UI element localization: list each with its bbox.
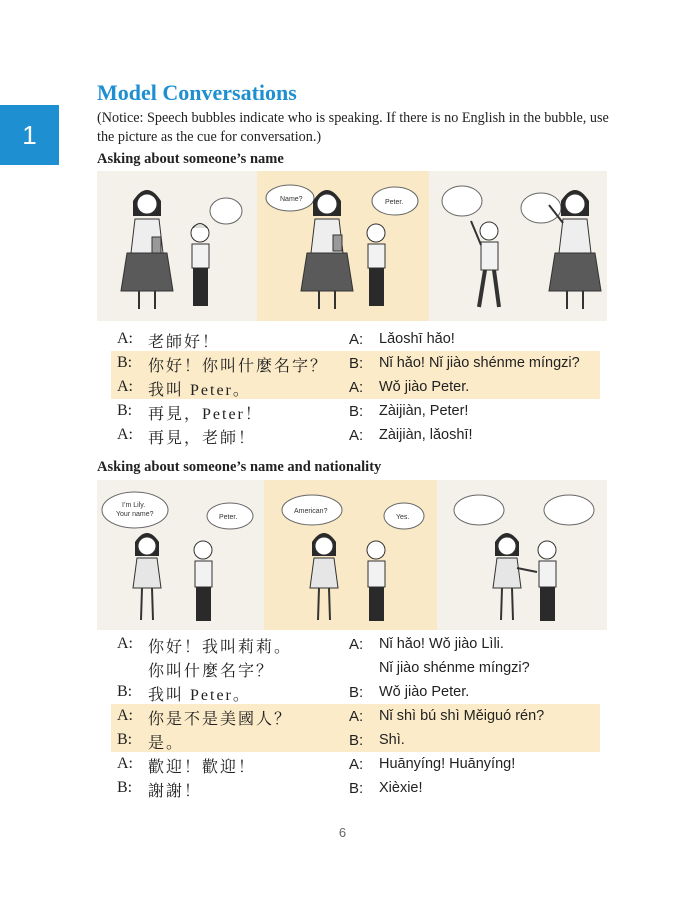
chinese-text: 我叫 Peter。	[148, 382, 251, 399]
pinyin-text: Huānyíng! Huānyíng!	[379, 756, 516, 772]
pinyin-text: Xièxie!	[379, 780, 423, 796]
speaker-label: B:	[117, 683, 133, 700]
speaker-label: B:	[349, 355, 364, 372]
empty-speech-bubble	[210, 198, 242, 224]
page-number: 6	[338, 825, 347, 840]
chinese-text: 歡迎！歡迎！	[148, 759, 257, 776]
chinese-text: 再見，Peter！	[148, 406, 263, 423]
boy-waving-figure	[471, 221, 499, 307]
speech-bubble-lily	[102, 492, 168, 528]
speaker-label: A:	[117, 330, 133, 347]
dialogue-line	[111, 399, 600, 423]
speaker-label: B:	[349, 403, 364, 420]
page-title: Model Conversations	[97, 80, 297, 105]
dialogue-line	[111, 351, 600, 375]
dialogue-line	[111, 728, 600, 752]
speaker-label: A:	[117, 707, 133, 724]
pinyin-text: Nǐ hǎo! Wǒ jiào Lìli.	[379, 636, 504, 652]
illustration-panel-1	[97, 171, 257, 321]
chinese-text: 我叫 Peter。	[148, 687, 251, 704]
speaker-label: B:	[117, 731, 133, 748]
speaker-label: A:	[117, 426, 133, 443]
welcome-handshake-illustration	[437, 480, 607, 628]
speaker-label: A:	[349, 756, 364, 773]
name-question-illustration	[257, 171, 429, 321]
dialogue-line	[111, 632, 600, 656]
dialogue-line	[111, 327, 600, 351]
dialogue-line	[111, 776, 600, 800]
illustration-panel-2	[257, 171, 429, 321]
empty-speech-bubble	[521, 193, 561, 223]
speaker-label: B:	[117, 779, 133, 796]
pinyin-text: Zàijiàn, lǎoshī!	[379, 427, 473, 443]
pinyin-text: Wǒ jiào Peter.	[379, 379, 470, 395]
illustration-panel-5	[264, 480, 437, 630]
section2-illustrations	[97, 480, 607, 630]
empty-speech-bubble	[544, 495, 594, 525]
boy-figure	[367, 541, 385, 621]
chinese-text: 是。	[148, 735, 185, 752]
speaker-label: A:	[117, 635, 133, 652]
dialogue-line	[111, 680, 600, 704]
chapter-tab: 1	[0, 105, 59, 165]
lily-figure	[493, 533, 521, 620]
bubble-lily-line2: Your name?	[116, 511, 154, 518]
speaker-label: A:	[117, 755, 133, 772]
dialogue-line	[111, 752, 600, 776]
dialogue-line	[111, 656, 600, 680]
bubble-peter: Peter.	[219, 514, 238, 521]
nationality-question-illustration	[264, 480, 437, 628]
speaker-label: B:	[349, 684, 364, 701]
notice-text: (Notice: Speech bubbles indicate who is speaking. If there is no English in the bubble, use the picture as the cue for conversation.)	[97, 110, 609, 145]
dialogue-line	[111, 423, 600, 447]
chinese-text: 老師好！	[148, 334, 221, 351]
teacher-figure	[121, 190, 173, 309]
bubble-peter: Peter.	[385, 199, 404, 206]
speaker-label: A:	[349, 331, 364, 348]
chinese-text: 你是不是美國人？	[148, 711, 293, 728]
teacher-greeting-illustration	[97, 171, 257, 321]
speaker-label: A:	[349, 427, 364, 444]
pinyin-text: Zàijiàn, Peter!	[379, 403, 469, 419]
handshake	[517, 568, 537, 572]
section1-heading: Asking about someone’s name	[97, 151, 284, 167]
bubble-name: Name?	[280, 196, 303, 203]
boy-figure	[194, 541, 212, 621]
chinese-text: 你好！你叫什麼名字？	[148, 358, 329, 375]
bubble-lily-line1: I’m Lily.	[122, 502, 146, 509]
dialogue-line	[111, 375, 600, 399]
pinyin-text: Lǎoshī hǎo!	[379, 331, 455, 347]
speaker-label: A:	[349, 708, 364, 725]
chinese-text: 你叫什麼名字？	[148, 663, 275, 680]
bubble-american: American?	[294, 508, 328, 515]
chinese-text: 你好！我叫莉莉。	[148, 639, 293, 656]
speaker-label: A:	[349, 379, 364, 396]
boy-figure	[367, 224, 385, 306]
pinyin-text: Shì.	[379, 732, 405, 748]
section2-dialogue	[111, 632, 600, 800]
chinese-text: 再見，老師！	[148, 430, 257, 447]
section1-illustrations	[97, 171, 607, 321]
speaker-label: B:	[349, 732, 364, 749]
lily-introduction-illustration	[97, 480, 264, 628]
speaker-label: A:	[117, 378, 133, 395]
illustration-panel-6	[437, 480, 607, 630]
section2-heading: Asking about someone’s name and nationality	[97, 459, 382, 475]
lily-figure	[133, 533, 161, 620]
bubble-yes: Yes.	[396, 514, 410, 521]
speaker-label: B:	[117, 402, 133, 419]
pinyin-text: Nǐ hǎo! Nǐ jiào shénme míngzi?	[379, 355, 580, 371]
pinyin-text: Wǒ jiào Peter.	[379, 684, 470, 700]
pinyin-text: Nǐ shì bú shì Měiguó rén?	[379, 708, 545, 724]
illustration-panel-3	[429, 171, 607, 321]
boy-figure	[538, 541, 556, 621]
lily-figure	[310, 533, 338, 620]
speaker-label: A:	[349, 636, 364, 653]
empty-speech-bubble	[454, 495, 504, 525]
empty-speech-bubble	[442, 186, 482, 216]
speaker-label: B:	[349, 780, 364, 797]
illustration-panel-4	[97, 480, 264, 630]
boy-figure	[191, 224, 209, 307]
chinese-text: 謝謝！	[148, 783, 203, 800]
dialogue-line	[111, 704, 600, 728]
teacher-figure	[301, 190, 353, 309]
pinyin-text: Nǐ jiào shénme míngzi?	[379, 660, 530, 676]
speaker-label: B:	[117, 354, 133, 371]
goodbye-illustration	[429, 171, 607, 321]
section1-dialogue	[111, 327, 600, 447]
